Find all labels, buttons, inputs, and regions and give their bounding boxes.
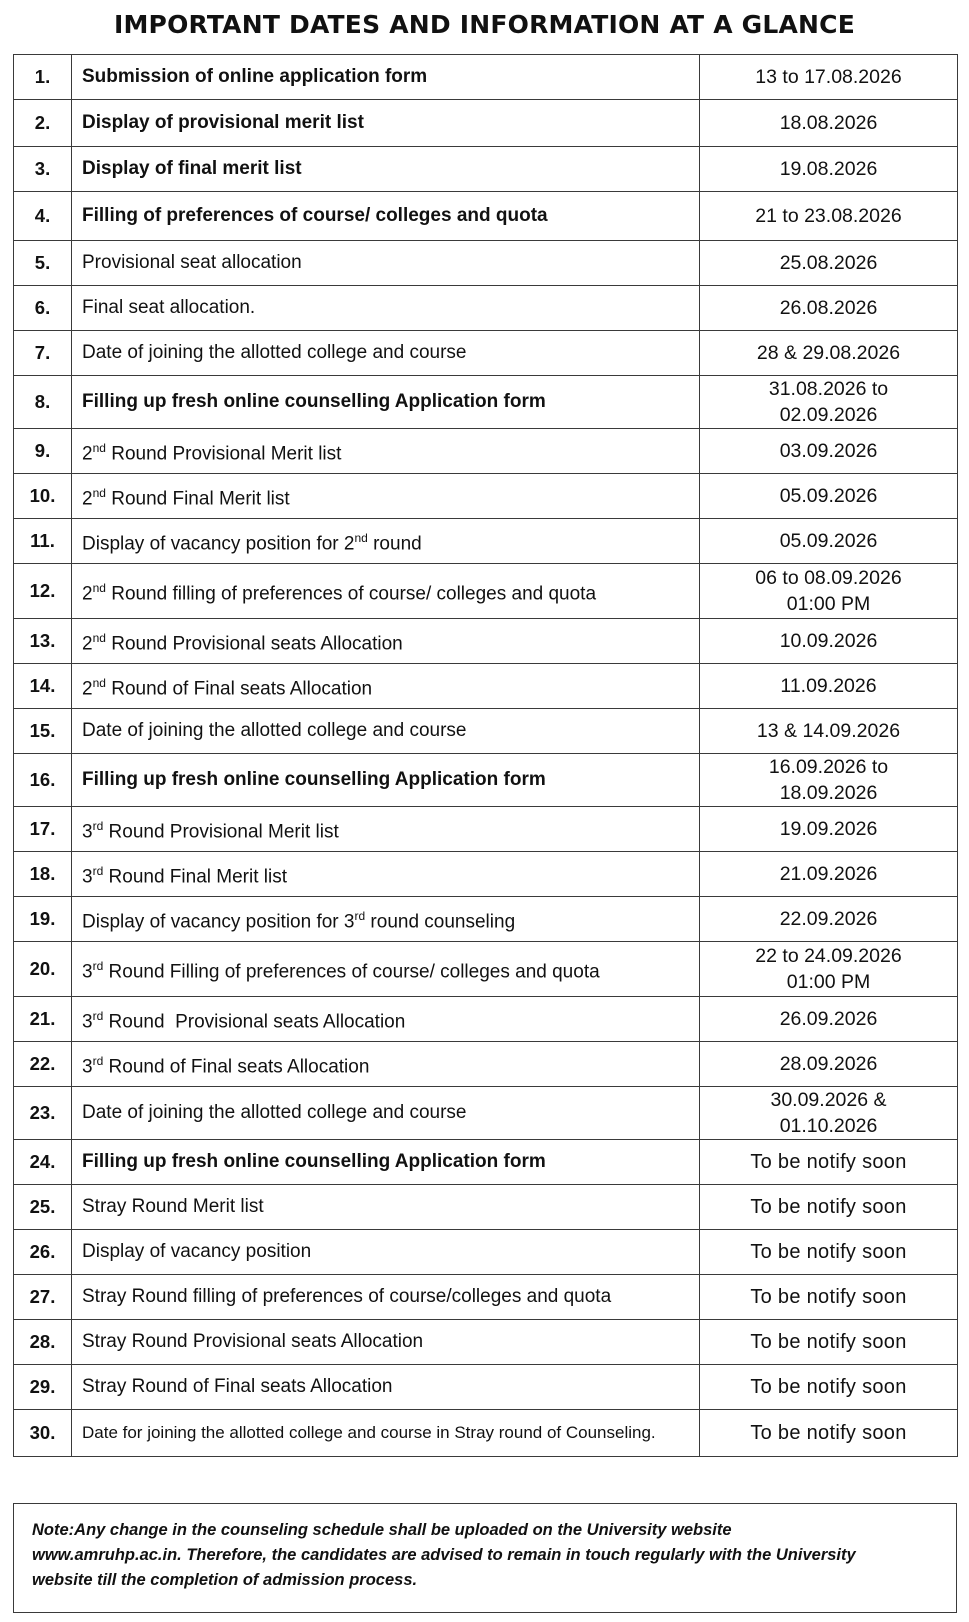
event-date-text: 21 to 23.08.2026 (755, 205, 902, 227)
event-description (72, 664, 700, 709)
serial-number: 29. (14, 1365, 72, 1410)
event-description-text: Round of Final seats Allocation (103, 1056, 370, 1078)
table-row (14, 807, 958, 852)
event-description (72, 709, 700, 754)
event-description-text: 3 (82, 1011, 93, 1033)
table-row (14, 1410, 958, 1457)
event-date-text: 31.08.2026 to (768, 378, 889, 400)
event-description (72, 1320, 700, 1365)
event-date (700, 709, 958, 754)
event-date-text: 05.09.2026 (779, 485, 878, 507)
event-description-text: Display of vacancy position (82, 1241, 312, 1262)
serial-number: 24. (14, 1140, 72, 1185)
event-description-text: Round Final Merit list (103, 866, 287, 888)
ordinal-suffix: rd (92, 1008, 104, 1023)
event-description-text: Display of vacancy position for 3 (82, 911, 355, 933)
ordinal-suffix: nd (354, 530, 368, 545)
event-description (72, 564, 700, 619)
serial-number: 18. (14, 852, 72, 897)
event-description (72, 286, 700, 331)
table-row (14, 1275, 958, 1320)
note-line: www.amruhp.ac.in. Therefore, the candidates are advised to remain in touch regularly with the University (32, 1546, 856, 1564)
serial-number: 22. (14, 1042, 72, 1087)
serial-number: 20. (14, 942, 72, 997)
event-date (700, 897, 958, 942)
ordinal-suffix: nd (92, 580, 106, 595)
event-date-text: 05.09.2026 (779, 530, 878, 552)
event-description (72, 147, 700, 192)
event-date-text: To be notify soon (750, 1422, 907, 1444)
event-description-text: 3 (82, 961, 93, 983)
table-row (14, 1042, 958, 1087)
event-date (700, 997, 958, 1042)
table-row (14, 1320, 958, 1365)
event-description-text: 2 (82, 583, 93, 605)
event-date-text: 11.09.2026 (780, 675, 877, 697)
event-date-text: To be notify soon (750, 1331, 907, 1353)
schedule-table-body (14, 55, 958, 1457)
event-date (700, 376, 958, 429)
event-description (72, 1185, 700, 1230)
event-description (72, 754, 700, 807)
event-description-text: 3 (82, 1056, 93, 1078)
event-date-text: To be notify soon (750, 1196, 907, 1218)
event-description-text: round counseling (365, 911, 516, 933)
ordinal-suffix: rd (92, 958, 104, 973)
table-row (14, 241, 958, 286)
serial-number: 2. (14, 100, 72, 147)
serial-number: 5. (14, 241, 72, 286)
event-date-text: 03.09.2026 (779, 440, 878, 462)
event-description-text: 2 (82, 633, 93, 655)
event-date (700, 852, 958, 897)
note-box (13, 1503, 957, 1613)
serial-number: 25. (14, 1185, 72, 1230)
ordinal-suffix: rd (92, 818, 104, 833)
event-description-text: Display of final merit list (82, 158, 302, 179)
table-row (14, 754, 958, 807)
event-date-text: 28 & 29.08.2026 (756, 342, 901, 364)
table-row (14, 55, 958, 100)
event-description-text: Filling up fresh online counselling Application form (82, 769, 546, 790)
table-row (14, 192, 958, 241)
event-description (72, 1140, 700, 1185)
table-row (14, 1365, 958, 1410)
event-date-text: To be notify soon (750, 1286, 907, 1308)
event-date (700, 807, 958, 852)
event-date (700, 619, 958, 664)
event-description-text: round (367, 533, 422, 555)
event-date-text: 18.08.2026 (779, 112, 878, 134)
event-description-text: Date for joining the allotted college and course in Stray round of Counseling. (82, 1423, 656, 1442)
event-description-text: 3 (82, 866, 93, 888)
table-row (14, 997, 958, 1042)
ordinal-suffix: rd (92, 1053, 104, 1068)
event-date (700, 241, 958, 286)
serial-number: 4. (14, 192, 72, 241)
event-date-text: 21.09.2026 (779, 863, 878, 885)
event-description (72, 807, 700, 852)
event-date-text: 26.08.2026 (779, 297, 878, 319)
event-date (700, 147, 958, 192)
serial-number: 8. (14, 376, 72, 429)
event-description-text: Round Provisional Merit list (103, 821, 339, 843)
event-description (72, 1410, 700, 1457)
ordinal-suffix: rd (354, 908, 366, 923)
event-description (72, 1042, 700, 1087)
page-title: IMPORTANT DATES AND INFORMATION AT A GLANCE (113, 10, 856, 39)
event-description-text: 3 (82, 821, 93, 843)
event-date (700, 1410, 958, 1457)
event-description-text: Date of joining the allotted college and course (82, 342, 467, 363)
serial-number: 16. (14, 754, 72, 807)
event-date-text: 19.09.2026 (779, 818, 878, 840)
event-description-text: Provisional seat allocation (82, 252, 302, 273)
ordinal-suffix: nd (92, 485, 106, 500)
event-description (72, 241, 700, 286)
note-line: Note:Any change in the counseling schedule shall be uploaded on the University website (32, 1521, 732, 1539)
event-description-text: 2 (82, 678, 93, 700)
serial-number: 30. (14, 1410, 72, 1457)
event-description-text: 2 (82, 488, 93, 510)
event-description-text: Stray Round filling of preferences of course/colleges and quota (82, 1286, 612, 1307)
event-description (72, 1230, 700, 1275)
event-date-text: 16.09.2026 to (768, 756, 889, 778)
event-date (700, 286, 958, 331)
table-row (14, 942, 958, 997)
event-description-text: Round of Final seats Allocation (105, 678, 373, 700)
table-row (14, 709, 958, 754)
table-row (14, 619, 958, 664)
serial-number: 12. (14, 564, 72, 619)
table-row (14, 1230, 958, 1275)
event-date-text: 22 to 24.09.2026 (755, 945, 902, 967)
event-date-text: 01:00 PM (786, 593, 871, 615)
serial-number: 10. (14, 474, 72, 519)
event-date (700, 942, 958, 997)
serial-number: 7. (14, 331, 72, 376)
event-date (700, 1320, 958, 1365)
serial-number: 9. (14, 429, 72, 474)
event-date-text: To be notify soon (750, 1241, 907, 1263)
event-description (72, 192, 700, 241)
event-date-text: 01:00 PM (786, 971, 871, 993)
event-description-text: Round filling of preferences of course/ colleges and quota (105, 583, 597, 605)
event-description (72, 897, 700, 942)
table-row (14, 1185, 958, 1230)
event-description (72, 1275, 700, 1320)
event-date-text: 10.09.2026 (779, 630, 878, 652)
serial-number: 15. (14, 709, 72, 754)
event-description (72, 852, 700, 897)
event-date (700, 1230, 958, 1275)
event-description-text: Round Provisional seats Allocation (105, 633, 403, 655)
event-description-text: Display of vacancy position for 2 (82, 533, 355, 555)
event-description-text: Submission of online application form (82, 66, 428, 87)
table-row (14, 286, 958, 331)
event-description (72, 474, 700, 519)
serial-number: 11. (14, 519, 72, 564)
event-date-text: 06 to 08.09.2026 (755, 567, 902, 589)
event-description-text: Date of joining the allotted college and course (82, 720, 467, 741)
event-description (72, 997, 700, 1042)
serial-number: 14. (14, 664, 72, 709)
table-row (14, 376, 958, 429)
event-description (72, 942, 700, 997)
event-description (72, 376, 700, 429)
event-date (700, 55, 958, 100)
event-description-text: Round Filling of preferences of course/ colleges and quota (103, 961, 600, 983)
event-date-text: 25.08.2026 (779, 252, 878, 274)
serial-number: 17. (14, 807, 72, 852)
table-row (14, 664, 958, 709)
event-date (700, 564, 958, 619)
event-description-text: Date of joining the allotted college and course (82, 1102, 467, 1123)
event-description-text: Stray Round of Final seats Allocation (82, 1376, 393, 1397)
event-date (700, 1140, 958, 1185)
event-date-text: 28.09.2026 (779, 1053, 878, 1075)
ordinal-suffix: nd (92, 675, 106, 690)
event-date (700, 1087, 958, 1140)
event-date-text: 26.09.2026 (779, 1008, 878, 1030)
event-description (72, 429, 700, 474)
event-date-text: 30.09.2026 & (770, 1089, 887, 1111)
table-row (14, 852, 958, 897)
event-date (700, 192, 958, 241)
serial-number: 19. (14, 897, 72, 942)
event-description-text: Filling up fresh online counselling Application form (82, 1151, 546, 1172)
table-row (14, 331, 958, 376)
table-row (14, 564, 958, 619)
schedule-table (13, 54, 958, 1457)
event-description-text: Round Provisional seats Allocation (103, 1011, 406, 1033)
ordinal-suffix: rd (92, 863, 104, 878)
event-description (72, 55, 700, 100)
event-description-text: Filling up fresh online counselling Application form (82, 391, 546, 412)
event-description (72, 1087, 700, 1140)
event-description-text: Filling of preferences of course/ colleges and quota (82, 205, 548, 226)
event-date-text: 18.09.2026 (779, 782, 878, 804)
event-description-text: Display of provisional merit list (82, 112, 364, 133)
event-date-text: To be notify soon (750, 1376, 907, 1398)
serial-number: 6. (14, 286, 72, 331)
event-date-text: 13 to 17.08.2026 (755, 66, 902, 88)
event-date (700, 100, 958, 147)
table-row (14, 1140, 958, 1185)
event-date (700, 331, 958, 376)
event-date-text: 02.09.2026 (779, 404, 878, 426)
event-date-text: 22.09.2026 (779, 908, 878, 930)
table-row (14, 519, 958, 564)
event-date-text: 01.10.2026 (779, 1115, 878, 1137)
event-description (72, 331, 700, 376)
event-description-text: 2 (82, 443, 93, 465)
event-date-text: To be notify soon (750, 1151, 907, 1173)
event-date (700, 754, 958, 807)
ordinal-suffix: nd (92, 440, 106, 455)
serial-number: 27. (14, 1275, 72, 1320)
event-date (700, 519, 958, 564)
note-line: website till the completion of admission process. (32, 1571, 418, 1589)
table-row (14, 147, 958, 192)
table-row (14, 897, 958, 942)
event-date (700, 1365, 958, 1410)
event-date (700, 664, 958, 709)
event-description-text: Final seat allocation. (82, 297, 256, 318)
event-description-text: Round Final Merit list (105, 488, 290, 510)
event-description-text: Stray Round Merit list (82, 1196, 264, 1217)
event-description (72, 619, 700, 664)
serial-number: 1. (14, 55, 72, 100)
table-row (14, 100, 958, 147)
ordinal-suffix: nd (92, 630, 106, 645)
event-date-text: 13 & 14.09.2026 (756, 720, 901, 742)
table-row (14, 429, 958, 474)
event-description-text: Round Provisional Merit list (105, 443, 342, 465)
event-date (700, 1185, 958, 1230)
serial-number: 13. (14, 619, 72, 664)
event-date (700, 429, 958, 474)
event-description (72, 1365, 700, 1410)
serial-number: 26. (14, 1230, 72, 1275)
event-description (72, 519, 700, 564)
event-date (700, 1042, 958, 1087)
table-row (14, 1087, 958, 1140)
event-date-text: 19.08.2026 (779, 158, 878, 180)
serial-number: 28. (14, 1320, 72, 1365)
serial-number: 3. (14, 147, 72, 192)
table-row (14, 474, 958, 519)
event-date (700, 474, 958, 519)
event-description-text: Stray Round Provisional seats Allocation (82, 1331, 424, 1352)
event-date (700, 1275, 958, 1320)
serial-number: 23. (14, 1087, 72, 1140)
serial-number: 21. (14, 997, 72, 1042)
event-description (72, 100, 700, 147)
